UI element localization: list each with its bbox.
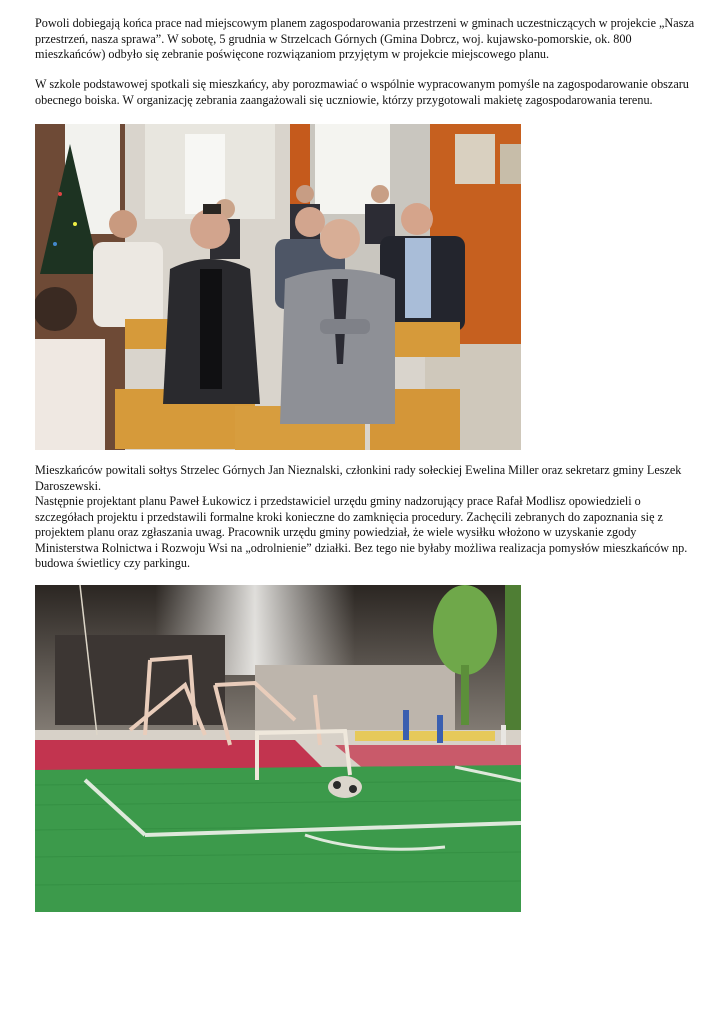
paragraph-meeting: W szkole podstawowej spotkali się mieszkańcy, aby porozmawiać o wspólnie wypracowanym pomyśle na zagospodarowanie obszaru obecnego boiska. W organizację zebrania zaangażowali się uczniowie, którzy przygotowali makietę zagospodarowania terenu.: [35, 77, 689, 107]
paragraph-welcome: Mieszkańców powitali sołtys Strzelec Górnych Jan Nieznalski, członkini rady sołeckiej Ewelina Miller oraz sekretarz gminy Leszek Daroszewski.: [35, 463, 682, 493]
paragraph-details: Następnie projektant planu Paweł Łukowicz i przedstawiciel urzędu gminy nadzorujący prace Rafał Modlisz opowiedzieli o szczegółach projektu i przedstawili formalne kroki konieczne do zamknięcia procedury. Zachęcili zebranych do zapoznania się z projektem planu oraz zgłaszania uwag. Pracownik urzędu gminy powiedział, że wiele wysiłku włożono w uzyskanie zgody Ministerstwa Rolnictwa i Rozwoju Wsi na „odrolnienie” działki. Bez tego nie byłaby możliwa realizacja pomysłów mieszkańców np. budowa świetlicy czy parkingu.: [35, 494, 688, 570]
field-model-photo: [35, 585, 521, 912]
paragraph-intro: Powoli dobiegają końca prace nad miejscowym planem zagospodarowania przestrzeni w gminach uczestniczących w projekcie „Nasza przestrzeń, nasza sprawa”. W sobotę, 5 grudnia w Strzelcach Górnych (Gmina Dobrcz, woj. kujawsko-pomorskie, ok. 800 mieszkańców) odbyło się zebranie poświęcone rozwiązaniom przyjętym w projekcie miejscowego planu.: [35, 16, 695, 61]
meeting-photo: [35, 124, 521, 450]
